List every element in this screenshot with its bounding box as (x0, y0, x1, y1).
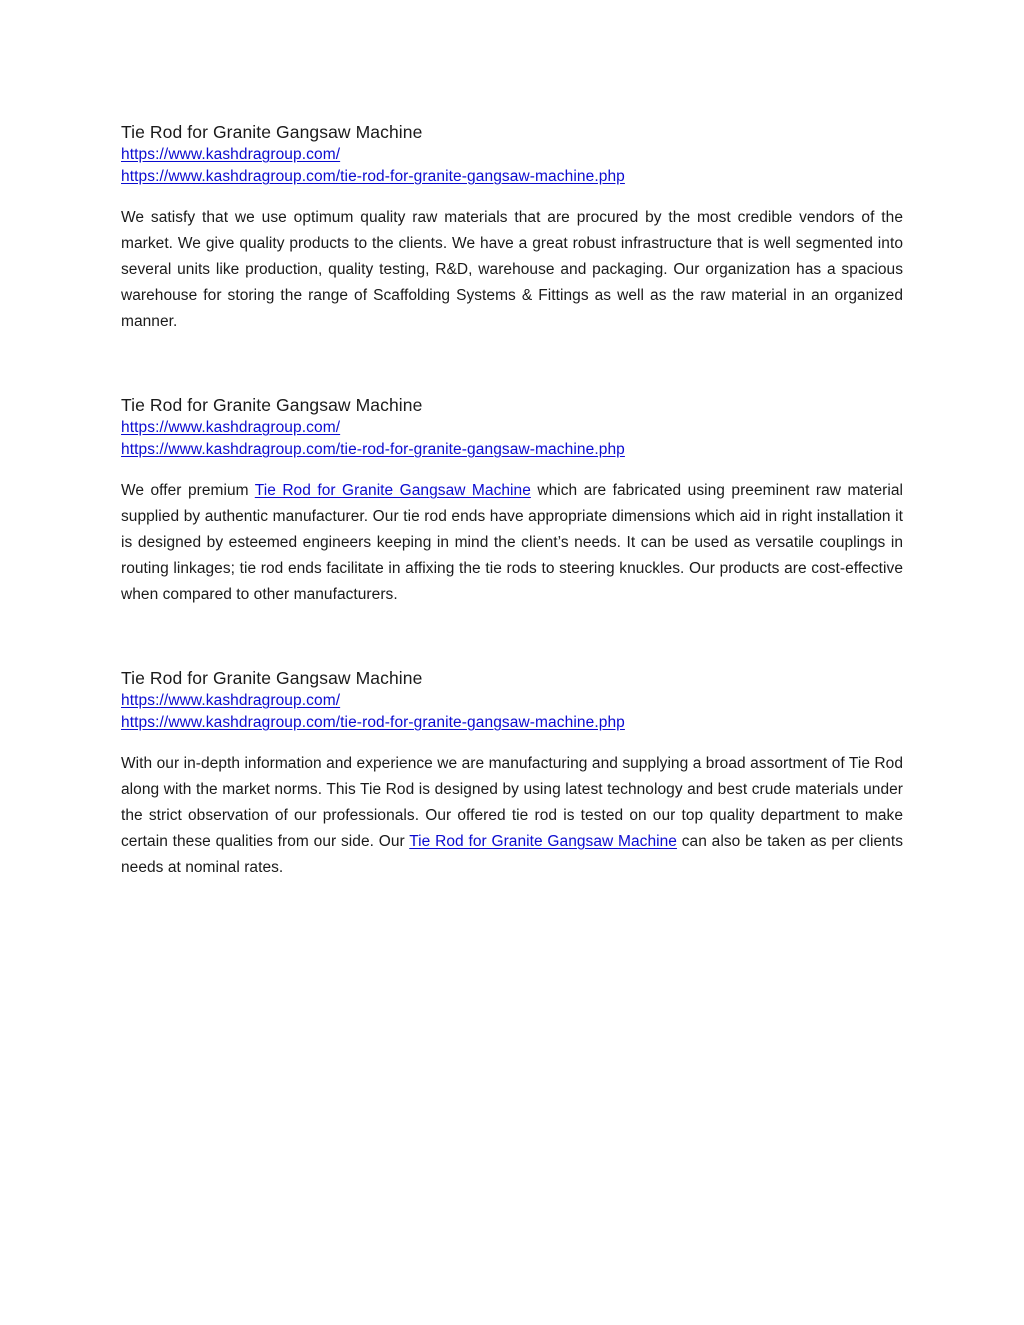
product-url-link[interactable]: https://www.kashdragroup.com/tie-rod-for-granite-gangsaw-machine.php (121, 168, 625, 185)
section-1 (121, 120, 903, 335)
section-paragraph (121, 751, 903, 881)
section-2 (121, 393, 903, 608)
section-paragraph: We satisfy that we use optimum quality raw materials that are procured by the most credible vendors of the market. We give quality products to the clients. We have a great robust infrastructure that is well segmented into several units like production, quality testing, R&D, warehouse and packaging. Our organization has a spacious warehouse for storing the range of Scaffolding Systems & Fittings as well as the raw material in an organized manner. (121, 209, 903, 330)
inline-product-link[interactable]: Tie Rod for Granite Gangsaw Machine (409, 833, 677, 850)
inline-product-link[interactable]: Tie Rod for Granite Gangsaw Machine (254, 482, 531, 499)
section-paragraph (121, 478, 903, 608)
section-title: Tie Rod for Granite Gangsaw Machine (121, 122, 423, 142)
paragraph-text-before-link: With our in-depth information and experience we are manufacturing and supplying a broad assortment of Tie Rod along with the market norms. This Tie Rod is designed by using latest technology and best crude materials under the strict observation of our professionals. Our offered tie rod is tested on our top quality department to make certain these qualities from our side. Our (121, 755, 903, 850)
paragraph-text-before-link: We offer premium (121, 482, 255, 499)
paragraph-text-after-link: which are fabricated using preeminent raw material supplied by authentic manufacturer. Our tie rod ends have appropriate dimensions which aid in right installation it is designed by esteemed engineers keeping in mind the client’s needs. It can be used as versatile couplings in routing linkages; tie rod ends facilitate in affixing the tie rods to steering knuckles. Our products are cost-effective when compared to other manufacturers. (121, 482, 904, 603)
home-url-link[interactable]: https://www.kashdragroup.com/ (121, 146, 341, 163)
product-url-link[interactable]: https://www.kashdragroup.com/tie-rod-for-granite-gangsaw-machine.php (121, 714, 625, 731)
document-page (121, 120, 903, 881)
home-url-link[interactable]: https://www.kashdragroup.com/ (121, 692, 341, 709)
product-url-link[interactable]: https://www.kashdragroup.com/tie-rod-for-granite-gangsaw-machine.php (121, 441, 625, 458)
home-url-link[interactable]: https://www.kashdragroup.com/ (121, 419, 341, 436)
section-3 (121, 666, 903, 881)
section-title: Tie Rod for Granite Gangsaw Machine (121, 668, 423, 688)
paragraph-text-after-link: can also be taken as per clients needs at nominal rates. (121, 833, 903, 876)
section-title: Tie Rod for Granite Gangsaw Machine (121, 395, 423, 415)
